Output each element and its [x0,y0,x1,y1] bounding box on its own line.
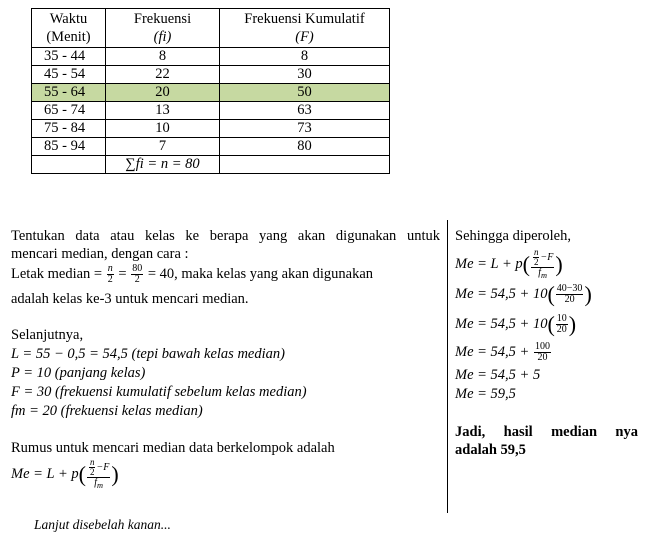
result-eq-6: Me = 59,5 [455,386,516,402]
cell-interval: 75 - 84 [32,120,106,138]
cell-interval: 55 - 64 [32,84,106,102]
table-row [32,120,390,138]
cell-f: 8 [106,48,220,66]
cell-interval: 35 - 44 [32,48,106,66]
median-formula: Me = L + p( $\frac{n}{2}$ −F $f_m$ ) [11,457,119,490]
table-header-row [32,9,390,48]
cell-interval: 85 - 94 [32,138,106,156]
cell-F: 30 [220,66,390,84]
conclusion-line-1: Jadi, hasil median nya [455,424,638,440]
table-row [32,66,390,84]
table-row [32,138,390,156]
cell-interval: 45 - 54 [32,66,106,84]
cell-f: 7 [106,138,220,156]
cell-f: 10 [106,120,220,138]
cell-empty [220,156,390,174]
formula-fraction: $\frac{n}{2}$ −F $f_m$ [87,458,110,491]
table-row [32,102,390,120]
continue-note: Lanjut disebelah kanan... [34,517,171,532]
result-eq-4: Me = 54,5 + $\frac{100}{20}$ [455,341,550,363]
result-eq-2: Me = 54,5 + 10( $\frac{40-30}{20}$ ) [455,281,592,307]
column-divider [447,220,448,513]
fraction-80-over-2: $\frac{80}{2}$ [132,263,143,285]
table-row-median-class [32,84,390,102]
cell-F: 8 [220,48,390,66]
instruction-line-4: adalah kelas ke-3 untuk mencari median. [11,291,249,307]
result-intro: Sehingga diperoleh, [455,228,571,244]
conclusion-line-2: adalah 59,5 [455,442,526,458]
next-label: Selanjutnya, [11,327,84,343]
result-eq-3: Me = 54,5 + 10( $\frac{10}{20}$ ) [455,311,577,337]
table-total-row [32,156,390,174]
L-definition: L = 55 − 0,5 = 54,5 (tepi bawah kelas median) [11,346,285,362]
table-row [32,48,390,66]
rumus-label: Rumus untuk mencari median data berkelompok adalah [11,440,335,456]
cell-F: 80 [220,138,390,156]
P-definition: P = 10 (panjang kelas) [11,365,146,381]
F-definition: F = 30 (frekuensi kumulatif sebelum kelas median) [11,384,307,400]
cell-interval: 65 - 74 [32,102,106,120]
median-position-line: Letak median = $\frac{n}{2}$ = $\frac{80}{2}$ = 40, maka kelas yang akan digunakan [11,263,374,285]
cell-f: 13 [106,102,220,120]
cell-F: 73 [220,120,390,138]
fm-definition: fm = 20 (frekuensi kelas median) [11,403,203,419]
instruction-line-2: mencari median, dengan cara : [11,246,189,262]
instruction-line-1: Tentukan data atau kelas ke berapa yang akan digunakan untuk [11,228,440,244]
frequency-table [31,8,390,174]
cell-f: 22 [106,66,220,84]
cell-empty [32,156,106,174]
cell-F: 63 [220,102,390,120]
cell-total: ∑fi = n = 80 [106,156,220,174]
cell-f: 20 [106,84,220,102]
fraction-n-over-2: $\frac{n}{2}$ [107,263,113,285]
header-waktu: Waktu (Menit) [32,9,106,48]
result-eq-5: Me = 54,5 + 5 [455,367,541,383]
header-frekuensi-kumulatif: Frekuensi Kumulatif (F) [220,9,390,48]
cell-F: 50 [220,84,390,102]
result-eq-1: Me = L + p( $\frac{n}{2}$ −F $f_m$ ) [455,247,563,280]
header-frekuensi: Frekuensi (fi) [106,9,220,48]
